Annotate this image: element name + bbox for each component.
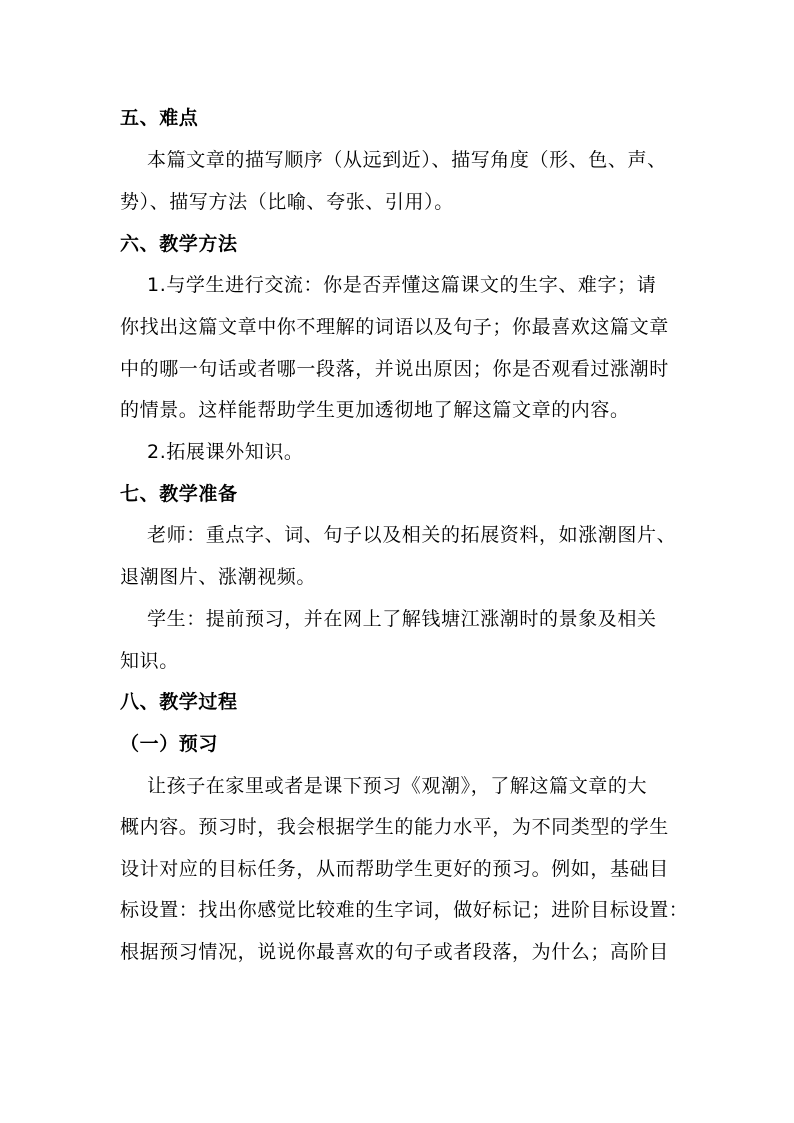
paragraph-line: 根据预习情况，说说你最喜欢的句子或者段落，为什么；高阶目 [120, 941, 669, 963]
paragraph-line: 中的哪一句话或者哪一段落，并说出原因；你是否观看过涨潮时 [120, 358, 669, 380]
paragraph-line: 设计对应的目标任务，从而帮助学生更好的预习。例如，基础目 [120, 858, 669, 880]
paragraph-line: 学生：提前预习，并在网上了解钱塘江涨潮时的景象及相关 [147, 608, 657, 630]
paragraph-line: 2.拓展课外知识。 [147, 441, 304, 463]
paragraph-line: 知识。 [120, 650, 179, 672]
section-heading-preparation: 七、教学准备 [120, 483, 238, 505]
paragraph-line: 势）、描写方法（比喻、夸张、引用）。 [120, 191, 454, 213]
section-heading-teaching-process: 八、教学过程 [120, 691, 238, 713]
paragraph-line: 的情景。这样能帮助学生更加透彻地了解这篇文章的内容。 [120, 399, 630, 421]
paragraph-line: 本篇文章的描写顺序（从远到近）、描写角度（形、色、声、 [147, 149, 667, 171]
paragraph-line: 老师：重点字、词、句子以及相关的拓展资料，如涨潮图片、 [147, 524, 677, 546]
section-heading-difficulties: 五、难点 [120, 107, 199, 129]
paragraph-line: 概内容。预习时，我会根据学生的能力水平，为不同类型的学生 [120, 816, 669, 838]
paragraph-line: 让孩子在家里或者是课下预习《观潮》，了解这篇文章的大 [147, 775, 648, 797]
paragraph-line: 1.与学生进行交流：你是否弄懂这篇课文的生字、难字；请 [147, 274, 657, 296]
paragraph-line: 退潮图片、涨潮视频。 [120, 566, 317, 588]
paragraph-line: 标设置：找出你感觉比较难的生字词，做好标记；进阶目标设置： [120, 899, 689, 921]
subsection-heading-preview: （一）预习 [120, 733, 219, 755]
paragraph-line: 你找出这篇文章中你不理解的词语以及句子；你最喜欢这篇文章 [120, 316, 669, 338]
section-heading-teaching-methods: 六、教学方法 [120, 233, 238, 255]
